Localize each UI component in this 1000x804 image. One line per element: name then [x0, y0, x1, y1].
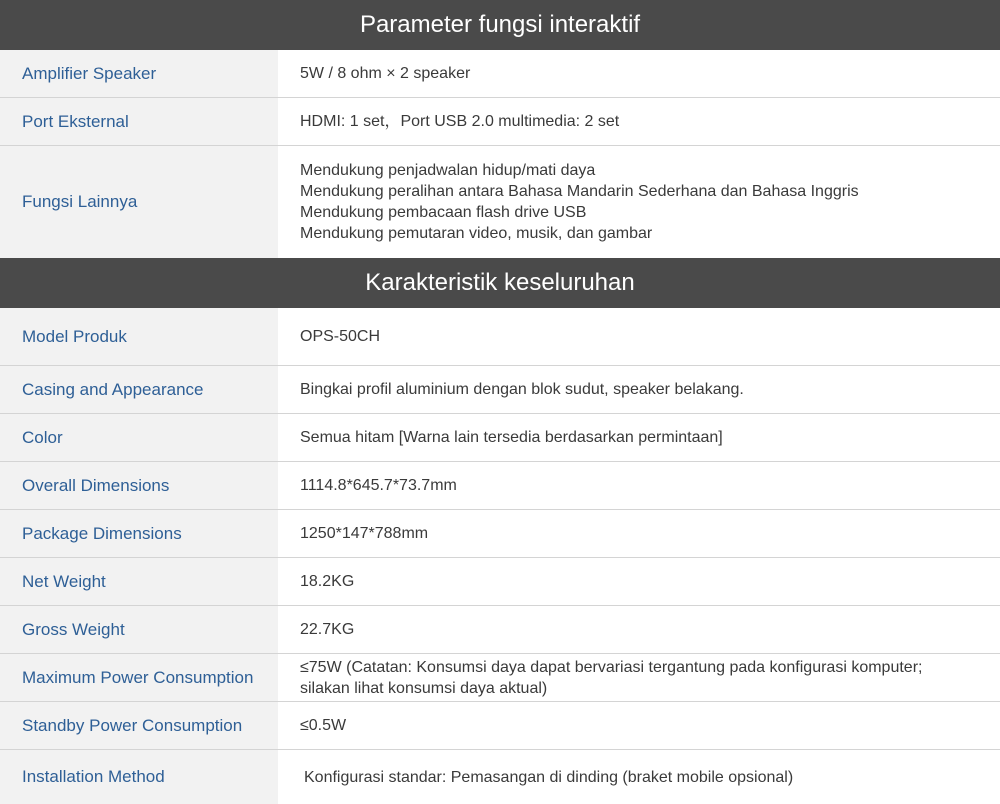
spec-value: ≤0.5W: [300, 717, 347, 734]
spec-label: Net Weight: [0, 558, 278, 605]
spec-row-package-dimensions: [0, 510, 1000, 558]
spec-value: Semua hitam [Warna lain tersedia berdasarkan permintaan]: [300, 429, 723, 446]
spec-value: OPS-50CH: [300, 328, 381, 345]
section-title: Karakteristik keseluruhan: [365, 269, 635, 296]
spec-label: Amplifier Speaker: [0, 50, 278, 97]
spec-label: Color: [0, 414, 278, 461]
spec-label: Package Dimensions: [0, 510, 278, 557]
spec-value: Mendukung penjadwalan hidup/mati daya Mendukung peralihan antara Bahasa Mandarin Sederhana dan Bahasa Inggris Mendukung pembacaan flash drive USB Mendukung pemutaran video, musik, dan gambar: [300, 162, 859, 242]
spec-row-installation-method: [0, 750, 1000, 804]
spec-label: Model Produk: [0, 308, 278, 365]
spec-label: Gross Weight: [0, 606, 278, 653]
spec-value: HDMI: 1 set，Port USB 2.0 multimedia: 2 set: [300, 113, 620, 130]
spec-label: Port Eksternal: [0, 98, 278, 145]
section-header-overall-characteristics: [0, 258, 1000, 308]
spec-label: Fungsi Lainnya: [0, 146, 278, 258]
spec-row-color: [0, 414, 1000, 462]
spec-row-casing: [0, 366, 1000, 414]
spec-label: Maximum Power Consumption: [0, 654, 278, 701]
spec-value: 18.2KG: [300, 573, 355, 590]
spec-value: Konfigurasi standar: Pemasangan di dinding (braket mobile opsional): [304, 768, 794, 786]
spec-row-external-port: [0, 98, 1000, 146]
spec-value: 1114.8*645.7*73.7mm: [300, 477, 457, 494]
spec-value: 22.7KG: [300, 621, 355, 638]
section-title: Parameter fungsi interaktif: [359, 11, 641, 38]
spec-value: 5W / 8 ohm × 2 speaker: [300, 65, 471, 82]
spec-value: Bingkai profil aluminium dengan blok sudut, speaker belakang.: [300, 381, 744, 398]
spec-row-net-weight: [0, 558, 1000, 606]
spec-row-overall-dimensions: [0, 462, 1000, 510]
spec-label: Overall Dimensions: [0, 462, 278, 509]
spec-row-gross-weight: [0, 606, 1000, 654]
spec-row-amplifier-speaker: [0, 50, 1000, 98]
spec-value: ≤75W (Catatan: Konsumsi daya dapat bervariasi tergantung pada konfigurasi komputer; silakan lihat konsumsi daya aktual): [300, 658, 923, 697]
spec-row-product-model: [0, 308, 1000, 366]
spec-row-max-power: [0, 654, 1000, 702]
section-header-interactive-parameters: [0, 0, 1000, 50]
spec-value: 1250*147*788mm: [300, 525, 429, 542]
spec-label: Installation Method: [0, 750, 278, 804]
spec-row-other-functions: [0, 146, 1000, 258]
spec-row-standby-power: [0, 702, 1000, 750]
spec-label: Standby Power Consumption: [0, 702, 278, 749]
spec-label: Casing and Appearance: [0, 366, 278, 413]
